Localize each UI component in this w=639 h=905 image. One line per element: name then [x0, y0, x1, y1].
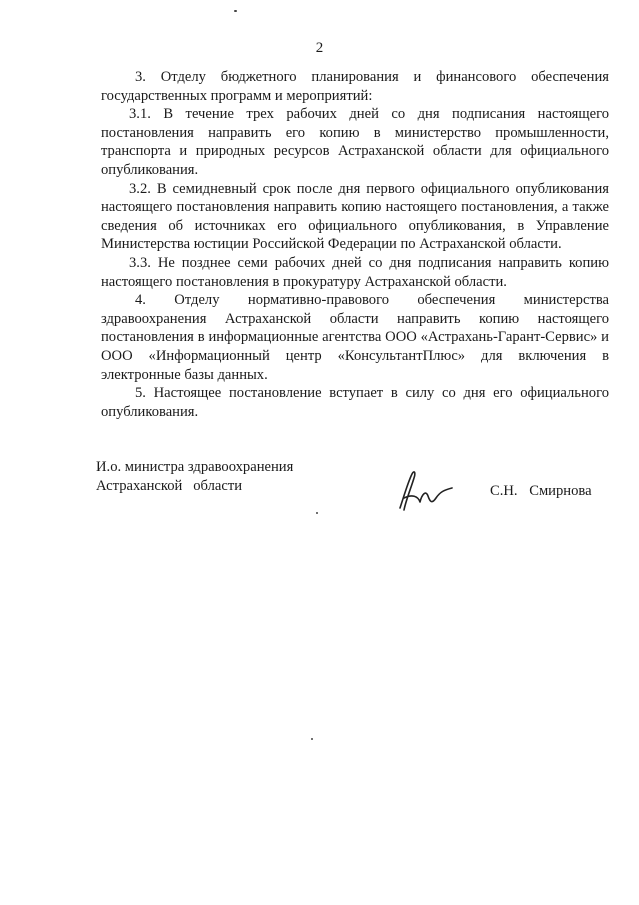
paragraph-5: 5. Настоящее постановление вступает в силу со дня его официального опубликования. [101, 385, 609, 420]
signature-block [96, 458, 616, 518]
handwritten-signature [392, 468, 456, 514]
paragraph-3-3: 3.3. Не позднее семи рабочих дней со дня подписания направить копию настоящего постановления в прокуратуру Астраханской области. [101, 254, 609, 290]
scan-speck [234, 10, 237, 12]
signatory-title-line-2: Астраханской области [96, 478, 243, 494]
signatory-title-line-1: И.о. министра здравоохранения [96, 459, 294, 475]
paragraph-3: 3. Отделу бюджетного планирования и финансового обеспечения государственных программ и мероприятий: [101, 69, 609, 104]
paragraph-3-2: 3.2. В семидневный срок после дня первого официального опубликования настоящего постановления направить копию настоящего постановления, а также сведения об источниках его официального опубликования, в Управление Министерства юстиции Российской Федерации по Астраханской области. [101, 180, 609, 253]
signatory-name: С.Н. Смирнова [490, 483, 592, 499]
document-body [101, 68, 609, 421]
scan-speck [311, 738, 313, 740]
signatory-title [96, 458, 293, 496]
paragraph-3-1: 3.1. В течение трех рабочих дней со дня подписания настоящего постановления направить его копию в министерство промышленности, транспорта и природных ресурсов Астраханской области для официального опубликования. [101, 106, 609, 178]
paragraph-4: 4. Отделу нормативно-правового обеспечения министерства здравоохранения Астраханской области направить копию настоящего постановления в информационные агентства ООО «Астрахань-Гарант-Сервис» и ООО «Информационный центр «КонсультантПлюс» для включения в электронные базы данных. [101, 292, 609, 383]
page-number: 2 [315, 40, 324, 56]
scan-speck [316, 512, 318, 514]
